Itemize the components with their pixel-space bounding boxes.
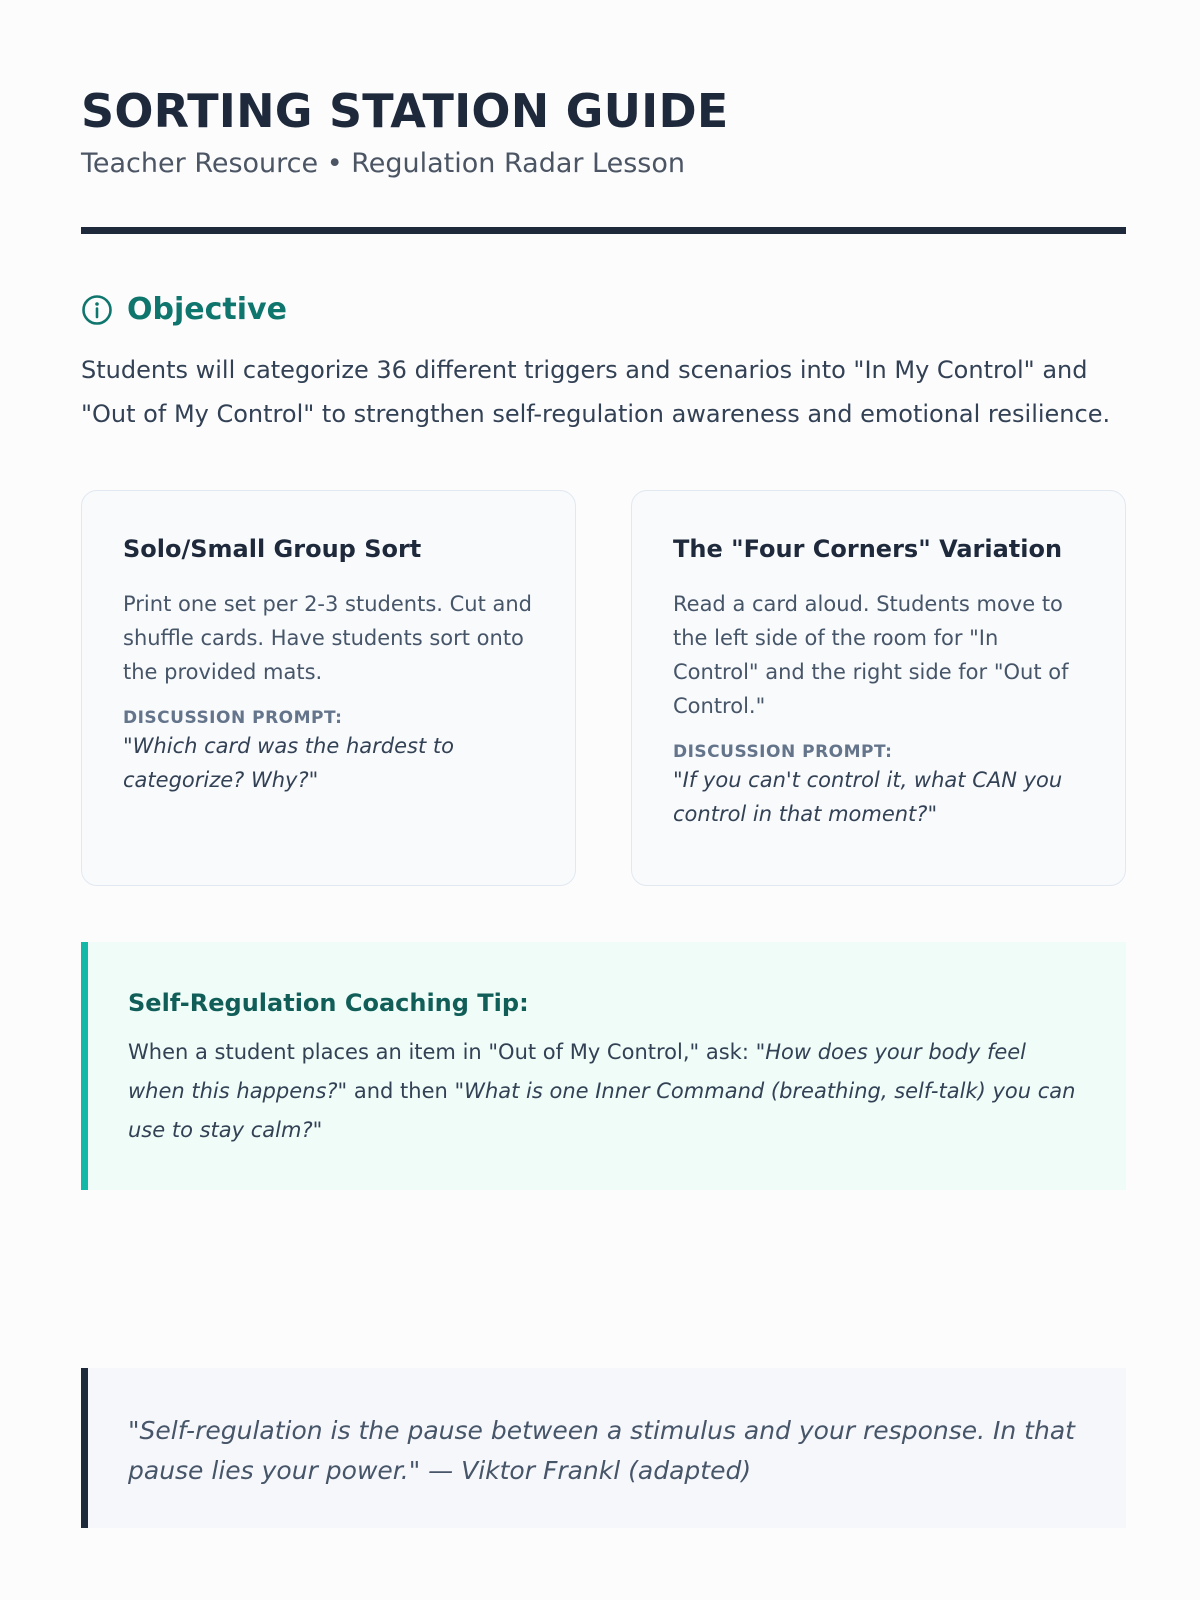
- header-divider: [81, 227, 1126, 234]
- tip-question-inner-command: "What is one Inner Command (breathing, self-talk) you can use to stay calm?": [128, 1079, 1076, 1142]
- page-title: SORTING STATION GUIDE: [81, 84, 729, 138]
- card-title: Solo/Small Group Sort: [123, 535, 422, 563]
- objective-title: Objective: [127, 292, 287, 327]
- quote-block: [81, 1368, 1126, 1528]
- discussion-prompt-label: DISCUSSION PROMPT:: [673, 742, 893, 762]
- card-text: Read a card aloud. Students move to the left side of the room for "In Control" and the right side for "Out of Control.": [673, 592, 1069, 718]
- tip-connector: and then: [347, 1079, 455, 1103]
- tip-intro: When a student places an item in "Out of My Control," ask:: [128, 1040, 756, 1064]
- coaching-tip-callout: [81, 942, 1126, 1190]
- page-subtitle: Teacher Resource • Regulation Radar Lesson: [81, 148, 686, 179]
- objective-heading: [81, 290, 287, 330]
- card-title: The "Four Corners" Variation: [673, 535, 1063, 563]
- discussion-prompt-label: DISCUSSION PROMPT:: [123, 708, 343, 728]
- tip-text: [128, 1033, 1086, 1150]
- card-four-corners: [631, 490, 1126, 886]
- tip-title: Self-Regulation Coaching Tip:: [128, 989, 529, 1017]
- quote-text: "Self-regulation is the pause between a stimulus and your response. In that pause lies your power." — Viktor Frankl (adapted): [128, 1416, 1075, 1485]
- card-solo-small-group: [81, 490, 576, 886]
- tip-question-body: "How does your body feel when this happens?": [128, 1040, 1027, 1103]
- card-text: Print one set per 2-3 students. Cut and shuffle cards. Have students sort onto the provided mats.: [123, 592, 532, 684]
- discussion-prompt-text: "If you can't control it, what CAN you control in that moment?": [673, 768, 1063, 826]
- discussion-prompt-text: "Which card was the hardest to categorize? Why?": [123, 734, 454, 792]
- objective-text: Students will categorize 36 different triggers and scenarios into "In My Control" and "Out of My Control" to strengthen self-regulation awareness and emotional resilience.: [81, 356, 1111, 428]
- info-circle-icon: [81, 294, 113, 326]
